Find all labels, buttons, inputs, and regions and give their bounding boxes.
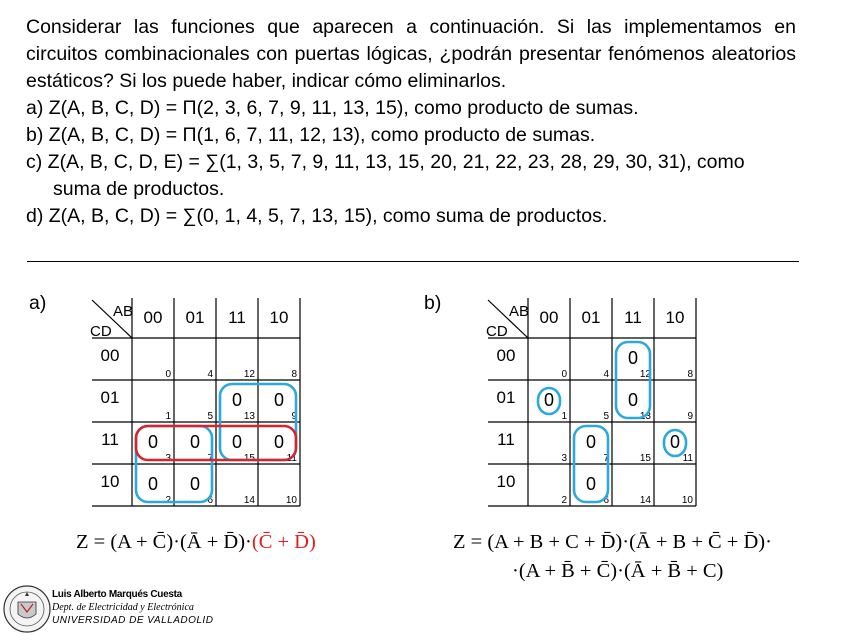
cell-index: 14: [243, 495, 255, 506]
cell-index: 2: [165, 495, 171, 506]
cell-index: 10: [285, 495, 297, 506]
col-header: 01: [185, 308, 205, 327]
cell-zero: 0: [627, 348, 639, 368]
part-a-label: a): [29, 292, 47, 314]
cell-index: 12: [243, 369, 255, 380]
cell-index: 8: [687, 369, 693, 380]
cell-zero: 0: [147, 432, 159, 452]
cell-index: 13: [639, 411, 651, 422]
footer-author: Luis Alberto Marqués Cuesta: [52, 589, 182, 600]
cell-index: 9: [687, 411, 693, 422]
cell-index: 6: [207, 495, 213, 506]
col-header: 10: [269, 308, 289, 327]
row-var-label: CD: [90, 323, 112, 340]
university-seal-icon: [2, 584, 52, 634]
formula-b-line2: ·(A + B̄ + C̄)·(Ā + B̄ + C): [512, 560, 724, 582]
cell-index: 15: [243, 453, 255, 464]
cell-index: 0: [561, 369, 567, 380]
cell-index: 2: [561, 495, 567, 506]
cell-zero: 0: [189, 432, 201, 452]
row-header: 00: [100, 346, 120, 365]
cell-zero: 0: [189, 474, 201, 494]
cell-zero: 0: [231, 390, 243, 410]
cell-index: 9: [291, 411, 297, 422]
cell-index: 4: [207, 369, 213, 380]
row-header: 01: [100, 388, 120, 407]
cell-index: 5: [207, 411, 213, 422]
statement-item-b: b) Z(A, B, C, D) = Π(1, 6, 7, 11, 12, 13), como producto de sumas.: [26, 124, 596, 146]
row-header: 10: [496, 472, 516, 491]
cell-index: 7: [603, 453, 609, 464]
row-header: 01: [496, 388, 516, 407]
cell-index: 11: [682, 453, 693, 464]
cell-index: 13: [243, 411, 255, 422]
statement-item-d: d) Z(A, B, C, D) = ∑(0, 1, 4, 5, 7, 13, 15), como suma de productos.: [26, 205, 608, 227]
cell-zero: 0: [543, 390, 555, 410]
cell-index: 14: [639, 495, 651, 506]
cell-index: 12: [639, 369, 651, 380]
col-header: 10: [665, 308, 685, 327]
statement-intro: Considerar las funciones que aparecen a continuación. Si las implementamos en circuitos combinacionales con puertas lógicas, ¿podrán presentar fenómenos aleatorios estáticos? Si los puede haber, indicar cómo eliminarlos.: [26, 16, 796, 92]
cell-zero: 0: [627, 390, 639, 410]
formula-a-highlight: (C̄ + D̄): [251, 531, 316, 553]
formula-a: [76, 531, 316, 554]
footer-university: UNIVERSIDAD DE VALLADOLID: [52, 615, 214, 626]
cell-index: 15: [639, 453, 651, 464]
footer: [0, 582, 240, 636]
cell-zero: 0: [585, 432, 597, 452]
cell-index: 7: [207, 453, 213, 464]
formula-b-line1: Z = (A + B + C + D̄)·(Ā + B + C̄ + D̄)·: [453, 531, 772, 553]
cell-zero: 0: [231, 432, 243, 452]
col-header: 11: [624, 308, 642, 327]
cell-zero: 0: [273, 432, 285, 452]
part-b-label: b): [424, 292, 442, 314]
cell-index: 10: [681, 495, 693, 506]
statement-item-c: c) Z(A, B, C, D, E) = ∑(1, 3, 5, 7, 9, 11, 13, 15, 20, 21, 22, 23, 28, 29, 30, 31), como suma de productos.: [26, 151, 745, 200]
cell-index: 3: [165, 453, 171, 464]
col-header: 01: [581, 308, 601, 327]
cell-index: 8: [291, 369, 297, 380]
cell-index: 3: [561, 453, 567, 464]
formula-a-main: Z = (A + C̄)·(Ā + D̄)·: [76, 531, 252, 553]
cell-index: 4: [603, 369, 609, 380]
col-header: 11: [228, 308, 246, 327]
col-var-label: AB: [113, 303, 134, 320]
row-header: 10: [100, 472, 120, 491]
cell-zero: 0: [585, 474, 597, 494]
cell-index: 6: [603, 495, 609, 506]
row-header: 00: [496, 346, 516, 365]
cell-zero: 0: [273, 390, 285, 410]
statement-item-a: a) Z(A, B, C, D) = Π(2, 3, 6, 7, 9, 11, 13, 15), como producto de sumas.: [26, 97, 639, 119]
row-var-label: CD: [486, 323, 508, 340]
row-header: 11: [101, 430, 119, 449]
cell-index: 0: [165, 369, 171, 380]
cell-index: 1: [165, 411, 171, 422]
col-header: 00: [539, 308, 559, 327]
row-header: 11: [497, 430, 515, 449]
cell-index: 5: [603, 411, 609, 422]
cell-zero: 0: [669, 432, 681, 452]
col-header: 00: [143, 308, 163, 327]
cell-index: 11: [286, 453, 297, 464]
cell-zero: 0: [147, 474, 159, 494]
footer-department: Dept. de Electricidad y Electrónica: [52, 602, 194, 613]
cell-index: 1: [561, 411, 567, 422]
col-var-label: AB: [509, 303, 530, 320]
